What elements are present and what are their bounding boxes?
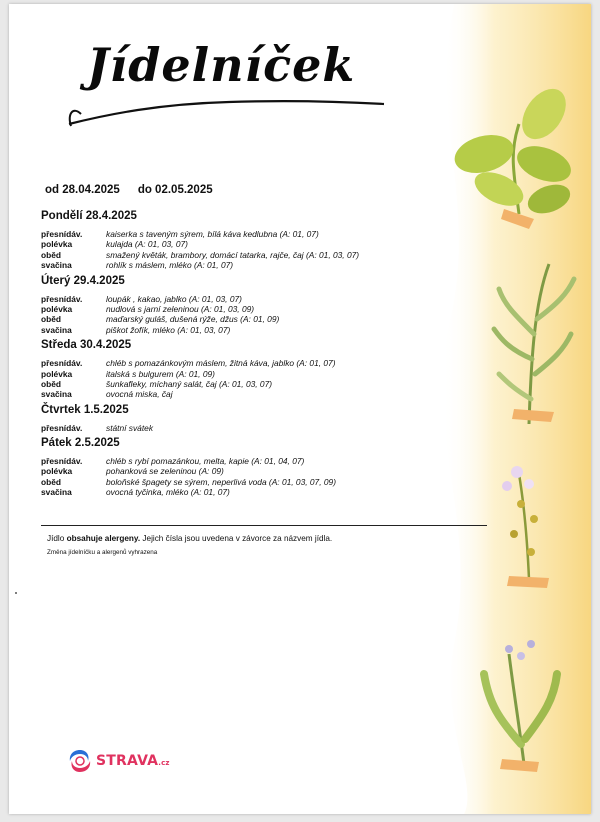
menu-row [41,314,491,324]
allergen-note [47,534,332,543]
meal-value: boloňské špagety se sýrem, neperlivá voda (A: 01, 03, 07, 09) [106,476,336,487]
meal-label: polévka [41,239,73,250]
meal-label: oběd [41,249,62,260]
meal-label: svačina [41,389,72,400]
meal-value: ovocná miska, čaj [106,389,173,400]
menu-row [41,477,491,487]
strava-logo-text [96,753,170,769]
menu-row [41,229,491,239]
strava-suffix: .cz [158,759,170,767]
allergen-note-start: Jídlo [47,534,67,543]
day-monday [41,209,491,271]
title-underline [49,74,389,134]
margin-dot [15,592,17,594]
menu-row [41,487,491,497]
allergen-note-bold: obsahuje alergeny. [66,534,141,543]
menu-row [41,304,491,314]
day-wednesday [41,338,491,400]
meal-label: přesnídáv. [41,358,83,369]
menu-row [41,358,491,368]
change-note: Změna jídelníčku a alergenů vyhrazena [47,549,158,556]
strava-logo-icon [67,748,93,774]
menu-page [9,4,591,814]
day-friday [41,436,491,498]
date-from: od 28.04.2025 [45,184,120,196]
menu-row [41,325,491,335]
menu-row [41,260,491,270]
meal-label: svačina [41,260,72,271]
strava-name: STRAVA [96,753,159,769]
meal-value: nudlová s jarní zeleninou (A: 01, 03, 09) [106,303,255,314]
allergen-note-end: Jejich čísla jsou uvedena v závorce za názvem jídla. [140,534,333,543]
date-range [45,184,231,196]
day-title: Pátek 2.5.2025 [41,437,120,450]
meal-label: přesnídáv. [41,456,83,467]
meal-value: státní svátek [106,422,154,433]
meal-value: šunkafleky, míchaný salát, čaj (A: 01, 03, 07) [106,378,273,389]
meal-label: svačina [41,324,72,335]
meal-value: piškot žofík, mléko (A: 01, 03, 07) [106,324,231,335]
menu-row [41,250,491,260]
meal-value: loupák , kakao, jablko (A: 01, 03, 07) [106,293,242,304]
meal-value: chléb s rybí pomazánkou, melta, kapie (A: 01, 04, 07) [106,456,305,467]
meal-value: italská s bulgurem (A: 01, 09) [106,368,215,379]
menu-row [41,466,491,476]
meal-value: pohanková se zeleninou (A: 09) [106,466,224,477]
day-thursday [41,403,491,433]
date-to: do 02.05.2025 [137,184,213,196]
meal-label: polévka [41,303,73,314]
day-title: Pondělí 28.4.2025 [41,210,137,222]
meal-label: oběd [41,378,62,389]
day-title: Středa 30.4.2025 [41,339,132,352]
day-title: Úterý 29.4.2025 [41,274,125,287]
menu-row [41,379,491,389]
divider [41,525,487,526]
menu-row [41,239,491,249]
meal-value: rohlík s máslem, mléko (A: 01, 07) [106,260,234,271]
meal-label: přesnídáv. [41,293,83,304]
meal-value: maďarský guláš, dušená rýže, džus (A: 01, 09) [106,314,280,325]
menu-row [41,294,491,304]
strava-logo [67,748,170,774]
meal-label: polévka [41,368,73,379]
meal-label: polévka [41,466,73,477]
meal-value: kulajda (A: 01, 03, 07) [106,239,188,250]
menu-row [41,423,491,433]
meal-value: smažený květák, brambory, domácí tatarka, rajče, čaj (A: 01, 03, 07) [106,249,360,260]
menu-days [41,209,491,501]
day-title: Čtvrtek 1.5.2025 [41,403,129,416]
menu-row [41,369,491,379]
meal-label: přesnídáv. [41,422,83,433]
page-title: Jídelníček [87,38,356,92]
meal-value: ovocná tyčinka, mléko (A: 01, 07) [106,487,230,498]
menu-row [41,456,491,466]
meal-label: oběd [41,476,62,487]
meal-value: chléb s pomazánkovým máslem, žitná káva, jablko (A: 01, 07) [106,358,336,369]
day-tuesday [41,274,491,336]
meal-label: oběd [41,314,62,325]
meal-label: svačina [41,487,72,498]
meal-label: přesnídáv. [41,229,83,239]
menu-row [41,389,491,399]
meal-value: kaiserka s taveným sýrem, bílá káva kedlubna (A: 01, 07) [106,229,319,239]
